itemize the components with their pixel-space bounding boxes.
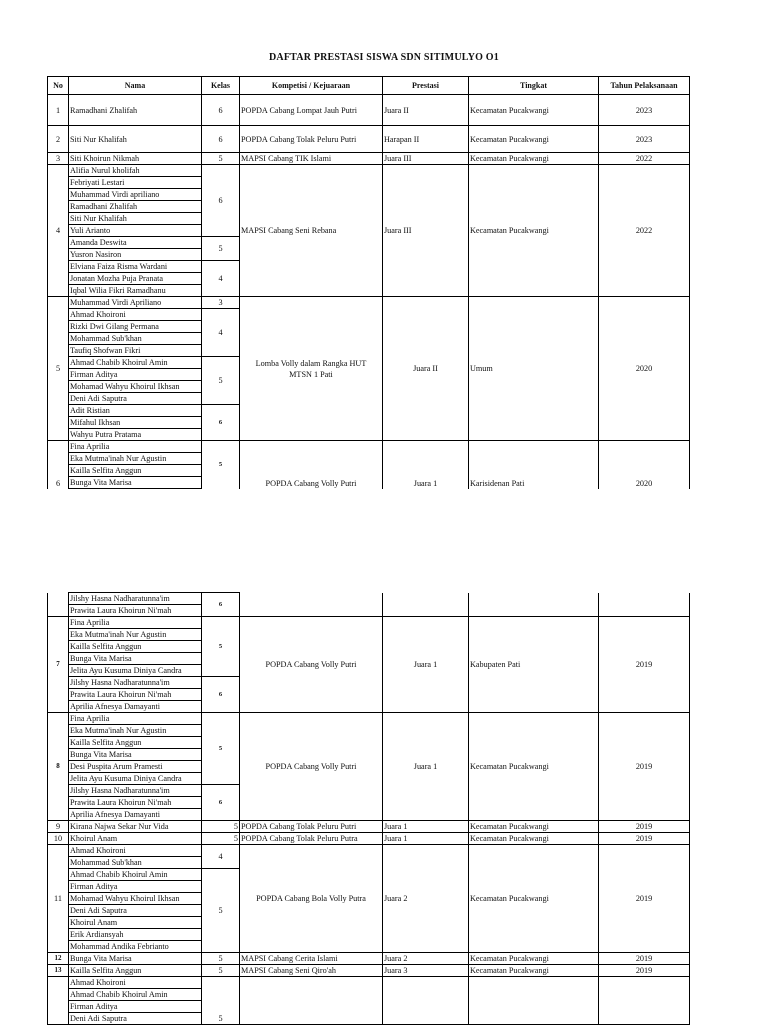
document-title: DAFTAR PRESTASI SISWA SDN SITIMULYO O1: [269, 52, 499, 63]
cell-kompetisi: MAPSI Cabang Seni Qiro'ah: [240, 965, 383, 977]
cell-tahun: 2019: [599, 965, 690, 977]
cell-nama: Wahyu Putra Pratama: [69, 429, 202, 441]
cell-nama: Elviana Faiza Risma Wardani: [69, 261, 202, 273]
table-row: [48, 153, 690, 165]
cell-kompetisi: POPDA Cabang Tolak Peluru Putri: [240, 821, 383, 833]
table-row: [48, 95, 690, 126]
cell-nama: Mohamad Wahyu Khoirul Ikhsan: [69, 381, 202, 393]
cell-nama: Yuli Arianto: [69, 225, 202, 237]
cell-no: 9: [48, 821, 69, 833]
cell-kompetisi: POPDA Cabang Volly Putri: [240, 617, 383, 713]
header-tingkat: Tingkat: [469, 77, 599, 95]
cell-no: 3: [48, 153, 69, 165]
cell-no: [48, 977, 69, 1025]
cell-nama: Eka Mutma'inah Nur Agustin: [69, 453, 202, 465]
achievement-table-page-1: [47, 76, 690, 489]
cell-tahun: 2020: [599, 441, 690, 489]
cell-kelas: 5: [202, 821, 240, 833]
cell-no: 5: [48, 297, 69, 441]
cell-tingkat: Kecamatan Pucakwangi: [469, 845, 599, 953]
table-row: [48, 977, 690, 989]
cell-kelas: 5: [202, 869, 240, 953]
cell-no: [48, 593, 69, 617]
cell-no: 13: [48, 965, 69, 977]
cell-nama: Iqbal Wilia Fikri Ramadhanu: [69, 285, 202, 297]
table-row: [48, 965, 690, 977]
cell-tahun: 2023: [599, 126, 690, 153]
cell-kompetisi: Lomba Volly dalam Rangka HUT MTSN 1 Pati: [240, 297, 383, 441]
cell-kelas: 5: [202, 713, 240, 785]
cell-nama: Bunga Vita Marisa: [69, 477, 202, 489]
cell-nama: Khoirul Anam: [69, 833, 202, 845]
cell-tingkat: Umum: [469, 297, 599, 441]
cell-prestasi: Juara III: [383, 153, 469, 165]
cell-prestasi: Juara III: [383, 165, 469, 297]
cell-prestasi: Juara 2: [383, 845, 469, 953]
cell-tingkat: Kecamatan Pucakwangi: [469, 833, 599, 845]
cell-tahun: 2022: [599, 165, 690, 297]
cell-tingkat: Kecamatan Pucakwangi: [469, 153, 599, 165]
cell-no: 11: [48, 845, 69, 953]
header-no: No: [48, 77, 69, 95]
table-row: [48, 845, 690, 857]
cell-nama: Ahmad Khoironi: [69, 845, 202, 857]
cell-nama: Firman Aditya: [69, 1001, 202, 1013]
cell-nama: Fina Aprilia: [69, 713, 202, 725]
cell-tingkat: [469, 977, 599, 1025]
cell-kompetisi: [240, 977, 383, 1025]
cell-prestasi: [383, 593, 469, 617]
cell-nama: Kirana Najwa Sekar Nur Vida: [69, 821, 202, 833]
cell-kelas: 6: [202, 593, 240, 617]
cell-prestasi: [383, 977, 469, 1025]
cell-kompetisi: MAPSI Cabang TIK Islami: [240, 153, 383, 165]
cell-nama: Bunga Vita Marisa: [69, 953, 202, 965]
cell-nama: Siti Nur Khalifah: [69, 126, 202, 153]
cell-kompetisi: POPDA Cabang Lompat Jauh Putri: [240, 95, 383, 126]
cell-kompetisi: MAPSI Cabang Seni Rebana: [240, 165, 383, 297]
cell-kompetisi: POPDA Cabang Tolak Peluru Putri: [240, 126, 383, 153]
cell-nama: Kailla Selfita Anggun: [69, 641, 202, 653]
cell-no: 2: [48, 126, 69, 153]
cell-no: 1: [48, 95, 69, 126]
cell-kelas: 3: [202, 297, 240, 309]
table-row: [48, 713, 690, 725]
cell-nama: Ramadhani Zhalifah: [69, 95, 202, 126]
header-tahun: Tahun Pelaksanaan: [599, 77, 690, 95]
cell-kelas: 6: [202, 677, 240, 713]
cell-nama: Taufiq Shofwan Fikri: [69, 345, 202, 357]
cell-nama: Prawita Laura Khoirun Ni'mah: [69, 689, 202, 701]
cell-nama: Eka Mutma'inah Nur Agustin: [69, 725, 202, 737]
cell-tahun: 2023: [599, 95, 690, 126]
cell-tingkat: Kecamatan Pucakwangi: [469, 713, 599, 821]
cell-nama: Deni Adi Saputra: [69, 1013, 202, 1025]
cell-kelas: 5: [202, 153, 240, 165]
cell-nama: Jelita Ayu Kusuma Diniya Candra: [69, 665, 202, 677]
cell-kelas: 5: [202, 965, 240, 977]
table-row: [48, 441, 690, 453]
cell-nama: Ramadhani Zhalifah: [69, 201, 202, 213]
cell-nama: Jilshy Hasna Nadharatunna'im: [69, 785, 202, 797]
cell-tahun: 2019: [599, 713, 690, 821]
cell-nama: Aprilia Afnesya Damayanti: [69, 809, 202, 821]
cell-tahun: 2019: [599, 617, 690, 713]
cell-tahun: 2019: [599, 821, 690, 833]
cell-kelas: 4: [202, 261, 240, 297]
cell-tahun: 2020: [599, 297, 690, 441]
cell-nama: Ahmad Khoironi: [69, 309, 202, 321]
cell-nama: Mohammad Sub'khan: [69, 333, 202, 345]
cell-prestasi: Juara 1: [383, 713, 469, 821]
cell-no: 10: [48, 833, 69, 845]
cell-tahun: 2019: [599, 833, 690, 845]
cell-tingkat: Kabupaten Pati: [469, 617, 599, 713]
table-row: [48, 126, 690, 153]
cell-nama: Aprilia Afnesya Damayanti: [69, 701, 202, 713]
cell-nama: Jilshy Hasna Nadharatunna'im: [69, 593, 202, 605]
cell-no: 8: [48, 713, 69, 821]
cell-prestasi: Juara II: [383, 95, 469, 126]
cell-kompetisi: [240, 593, 383, 617]
cell-nama: Fina Aprilia: [69, 617, 202, 629]
cell-tingkat: Kecamatan Pucakwangi: [469, 126, 599, 153]
cell-no: 6: [48, 441, 69, 489]
cell-tahun: 2019: [599, 953, 690, 965]
cell-nama: Fina Aprilia: [69, 441, 202, 453]
cell-tingkat: Kecamatan Pucakwangi: [469, 965, 599, 977]
cell-prestasi: Juara 1: [383, 833, 469, 845]
header-kelas: Kelas: [202, 77, 240, 95]
cell-kelas: 6: [202, 405, 240, 441]
cell-tahun: 2022: [599, 153, 690, 165]
cell-nama: Mohamad Wahyu Khoirul Ikhsan: [69, 893, 202, 905]
cell-nama: Mohammad Andika Febrianto: [69, 941, 202, 953]
cell-tingkat: Kecamatan Pucakwangi: [469, 821, 599, 833]
cell-no: 12: [48, 953, 69, 965]
cell-nama: Ahmad Chabib Khoirul Amin: [69, 989, 202, 1001]
cell-prestasi: Juara 1: [383, 441, 469, 489]
cell-nama: Ahmad Khoironi: [69, 977, 202, 989]
cell-nama: Ahmad Chabib Khoirul Amin: [69, 869, 202, 881]
cell-nama: Prawita Laura Khoirun Ni'mah: [69, 605, 202, 617]
cell-kompetisi: POPDA Cabang Volly Putri: [240, 713, 383, 821]
cell-kompetisi: MAPSI Cabang Cerita Islami: [240, 953, 383, 965]
cell-nama: Bunga Vita Marisa: [69, 749, 202, 761]
cell-nama: Kailla Selfita Anggun: [69, 465, 202, 477]
cell-nama: Bunga Vita Marisa: [69, 653, 202, 665]
cell-nama: Firman Aditya: [69, 881, 202, 893]
cell-tingkat: Kecamatan Pucakwangi: [469, 953, 599, 965]
cell-kompetisi: POPDA Cabang Volly Putri: [240, 441, 383, 489]
cell-tahun: [599, 593, 690, 617]
cell-kelas: 5: [202, 953, 240, 965]
cell-kelas: 4: [202, 845, 240, 869]
cell-nama: Jonatan Mozha Puja Pranata: [69, 273, 202, 285]
cell-nama: Erik Ardiansyah: [69, 929, 202, 941]
cell-tingkat: [469, 593, 599, 617]
cell-prestasi: Harapan II: [383, 126, 469, 153]
cell-nama: Firman Aditya: [69, 369, 202, 381]
cell-nama: Alifia Nurul kholifah: [69, 165, 202, 177]
cell-tahun: 2019: [599, 845, 690, 953]
cell-kelas: 6: [202, 785, 240, 821]
cell-nama: Desi Puspita Arum Pramesti: [69, 761, 202, 773]
cell-kelas: 5: [202, 833, 240, 845]
table-row: [48, 821, 690, 833]
cell-nama: Siti Nur Khalifah: [69, 213, 202, 225]
cell-nama: Mifahul Ikhsan: [69, 417, 202, 429]
cell-kelas: 5: [202, 237, 240, 261]
cell-tingkat: Kecamatan Pucakwangi: [469, 165, 599, 297]
cell-kompetisi: POPDA Cabang Tolak Peluru Putra: [240, 833, 383, 845]
cell-nama: Yusron Nasiron: [69, 249, 202, 261]
cell-prestasi: Juara 3: [383, 965, 469, 977]
table-header-row: [48, 77, 690, 95]
cell-nama: Jelita Ayu Kusuma Diniya Candra: [69, 773, 202, 785]
header-kompetisi: Kompetisi / Kejuaraan: [240, 77, 383, 95]
cell-kelas: 6: [202, 165, 240, 237]
cell-no: 7: [48, 617, 69, 713]
cell-prestasi: Juara 2: [383, 953, 469, 965]
cell-tingkat: Karisidenan Pati: [469, 441, 599, 489]
table-row: [48, 953, 690, 965]
cell-nama: Ahmad Chabib Khoirul Amin: [69, 357, 202, 369]
cell-kelas: 5: [202, 357, 240, 405]
cell-kelas: 5: [202, 617, 240, 677]
cell-tahun: [599, 977, 690, 1025]
cell-nama: Kailla Selfita Anggun: [69, 737, 202, 749]
header-prestasi: Prestasi: [383, 77, 469, 95]
cell-kelas: 6: [202, 126, 240, 153]
cell-kelas: 6: [202, 95, 240, 126]
cell-nama: Prawita Laura Khoirun Ni'mah: [69, 797, 202, 809]
cell-nama: Muhammad Virdi Apriliano: [69, 297, 202, 309]
table-row: [48, 617, 690, 629]
cell-nama: Siti Khoirun Nikmah: [69, 153, 202, 165]
header-nama: Nama: [69, 77, 202, 95]
cell-nama: Kailla Selfita Anggun: [69, 965, 202, 977]
cell-kompetisi: POPDA Cabang Bola Volly Putra: [240, 845, 383, 953]
cell-nama: Adit Ristian: [69, 405, 202, 417]
cell-nama: Jilshy Hasna Nadharatunna'im: [69, 677, 202, 689]
cell-prestasi: Juara 1: [383, 617, 469, 713]
cell-nama: Eka Mutma'inah Nur Agustin: [69, 629, 202, 641]
table-row: [48, 833, 690, 845]
cell-kelas: 5: [202, 977, 240, 1025]
cell-nama: Rizki Dwi Gilang Permana: [69, 321, 202, 333]
cell-nama: Muhammad Virdi apriliano: [69, 189, 202, 201]
achievement-table-page-2: [47, 592, 690, 1025]
cell-tingkat: Kecamatan Pucakwangi: [469, 95, 599, 126]
table-row: [48, 593, 690, 605]
cell-nama: Deni Adi Saputra: [69, 905, 202, 917]
cell-nama: Febriyati Lestari: [69, 177, 202, 189]
cell-prestasi: Juara II: [383, 297, 469, 441]
table-row: [48, 297, 690, 309]
table-row: [48, 165, 690, 177]
cell-nama: Mohammad Sub'khan: [69, 857, 202, 869]
cell-nama: Deni Adi Saputra: [69, 393, 202, 405]
cell-kelas: 4: [202, 309, 240, 357]
cell-nama: Khoirul Anam: [69, 917, 202, 929]
cell-kelas: 5: [202, 441, 240, 489]
cell-prestasi: Juara 1: [383, 821, 469, 833]
cell-no: 4: [48, 165, 69, 297]
cell-nama: Amanda Deswita: [69, 237, 202, 249]
